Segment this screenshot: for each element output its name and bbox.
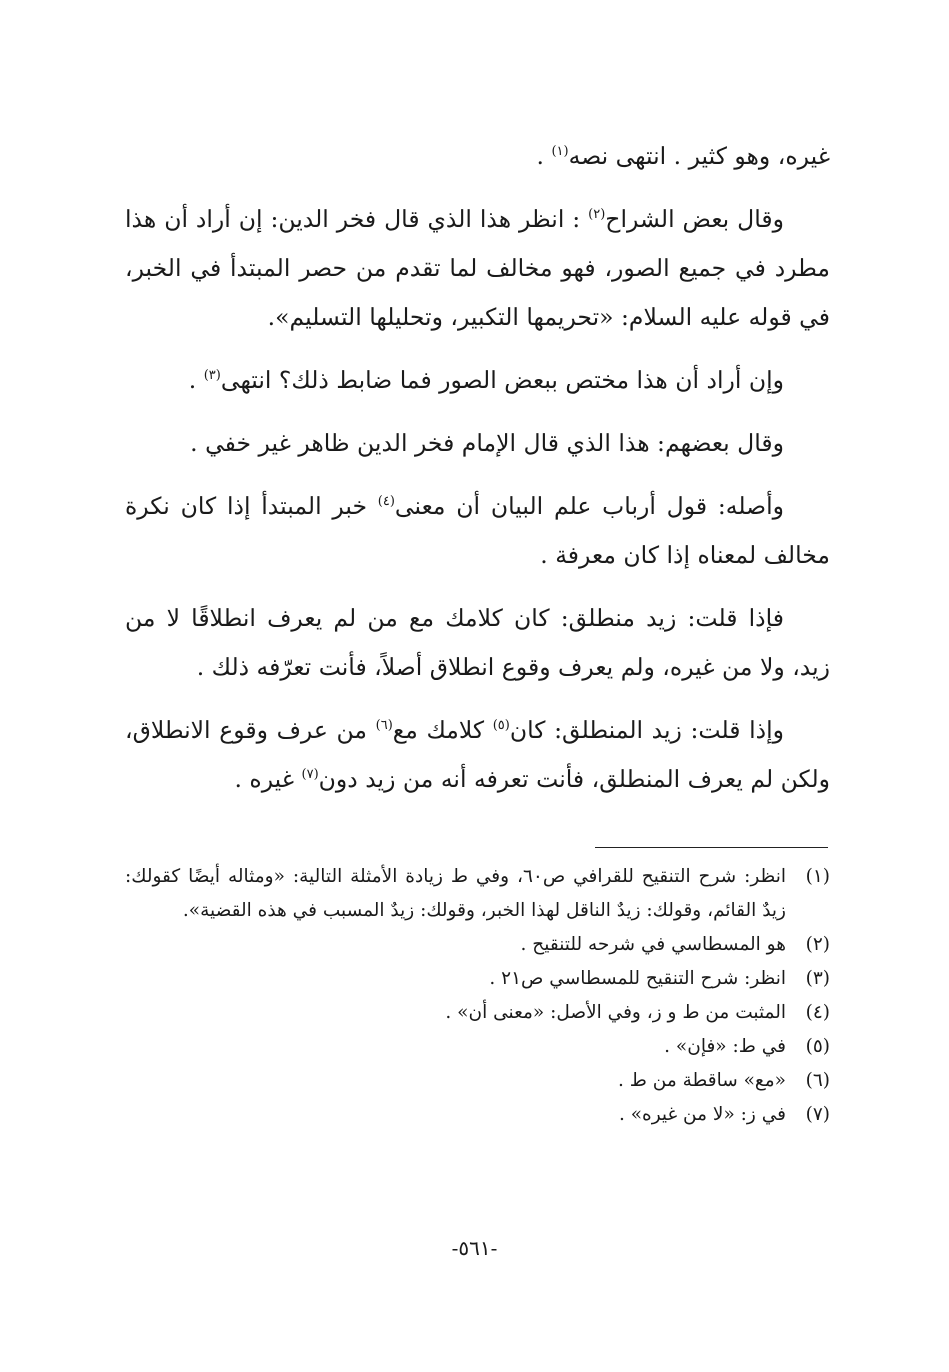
footnote-3 <box>125 962 830 996</box>
footnote-number: (٧) <box>805 1104 830 1125</box>
footnote-text: في ز: «لا من غيره» . <box>618 1104 786 1125</box>
footnote-ref-1: (١) <box>551 144 569 160</box>
paragraph-7-text-a: وإذا قلت: زيد المنطلق: كان <box>509 716 784 744</box>
paragraph-2-text-b: : انظر هذا الذي قال فخر الدين: إن أراد أن هذا مطرد في جميع الصور، فهو مخالف لما تقدم من حصر المبتدأ في الخبر، في قوله عليه السلام: «تحريمها التكبير، وتحليلها التسليم». <box>125 205 830 331</box>
paragraph-7 <box>125 706 830 804</box>
paragraph-2 <box>125 195 830 342</box>
footnote-number: (٦) <box>805 1070 830 1091</box>
footnote-text: انظر: شرح التنقيح للقرافي ص٦٠، وفي ط زيادة الأمثلة التالية: «ومثاله أيضًا كقولك: زيدٌ القائم، وقولك: زيدٌ الناقل لهذا الخبر، وقولك: زيدٌ المسبب في هذه القضية». <box>125 866 786 921</box>
footnotes <box>125 860 830 1132</box>
paragraph-3-end: . <box>188 366 204 394</box>
footnote-text: انظر: شرح التنقيح للمسطاسي ص٢١ . <box>489 968 786 989</box>
footnote-ref-5: (٥) <box>492 718 510 734</box>
footnote-number: (١) <box>805 866 830 887</box>
footnote-text: «مع» ساقطة من ط . <box>618 1070 786 1091</box>
footnote-5 <box>125 1030 830 1064</box>
footnote-6 <box>125 1064 830 1098</box>
paragraph-1-end: . <box>536 142 552 170</box>
footnote-text: هو المسطاسي في شرحه للتنقيح . <box>520 934 786 955</box>
paragraph-2-text-a: وقال بعض الشراح <box>605 205 784 233</box>
page-number: -٥٦١- <box>451 1236 498 1260</box>
footnote-ref-3: (٣) <box>203 368 221 384</box>
paragraph-7-text-d: غيره . <box>234 765 302 793</box>
paragraph-4: وقال بعضهم: هذا الذي قال الإمام فخر الدين ظاهر غير خفي . <box>190 429 784 457</box>
paragraph-5-text-b: خبر المبتدأ إذا كان نكرة مخالف لمعناه إذا كان معرفة . <box>125 492 830 569</box>
footnote-ref-2: (٢) <box>588 207 606 223</box>
footnote-text: في ط: «فإن» . <box>664 1036 786 1057</box>
paragraph-3 <box>125 356 830 405</box>
paragraph-1 <box>125 132 830 181</box>
footnote-number: (٤) <box>805 1002 830 1023</box>
footnote-number: (٢) <box>805 934 830 955</box>
footnote-1 <box>125 860 830 928</box>
footnote-separator <box>595 847 828 848</box>
footnote-2 <box>125 928 830 962</box>
footnote-number: (٣) <box>805 968 830 989</box>
main-text <box>125 132 830 818</box>
footnote-4 <box>125 996 830 1030</box>
footnote-ref-6: (٦) <box>375 718 393 734</box>
paragraph-6: فإذا قلت: زيد منطلق: كان كلامك مع من لم يعرف انطلاقًا لا من زيد، ولا من غيره، ولم يعرف وقوع انطلاق أصلاً، فأنت تعرّفه ذلك . <box>125 604 830 681</box>
footnote-7 <box>125 1098 830 1132</box>
paragraph-3-text: وإن أراد أن هذا مختص ببعض الصور فما ضابط ذلك؟ انتهى <box>220 366 784 394</box>
footnote-text: المثبت من ط و ز، وفي الأصل: «معنى أن» . <box>445 1002 786 1023</box>
paragraph-1-text: غيره، وهو كثير . انتهى نصه <box>568 142 830 170</box>
paragraph-7-text-c: من عرف وقوع الانطلاق، ولكن لم يعرف المنطلق، فأنت تعرفه أنه من زيد دون <box>125 716 830 793</box>
paragraph-5 <box>125 482 830 580</box>
footnote-number: (٥) <box>805 1036 830 1057</box>
footnote-ref-4: (٤) <box>377 494 395 510</box>
paragraph-7-text-b: كلامك مع <box>392 716 493 744</box>
paragraph-5-text-a: وأصله: قول أرباب علم البيان أن معنى <box>394 492 785 520</box>
footnote-ref-7: (٧) <box>301 767 319 783</box>
